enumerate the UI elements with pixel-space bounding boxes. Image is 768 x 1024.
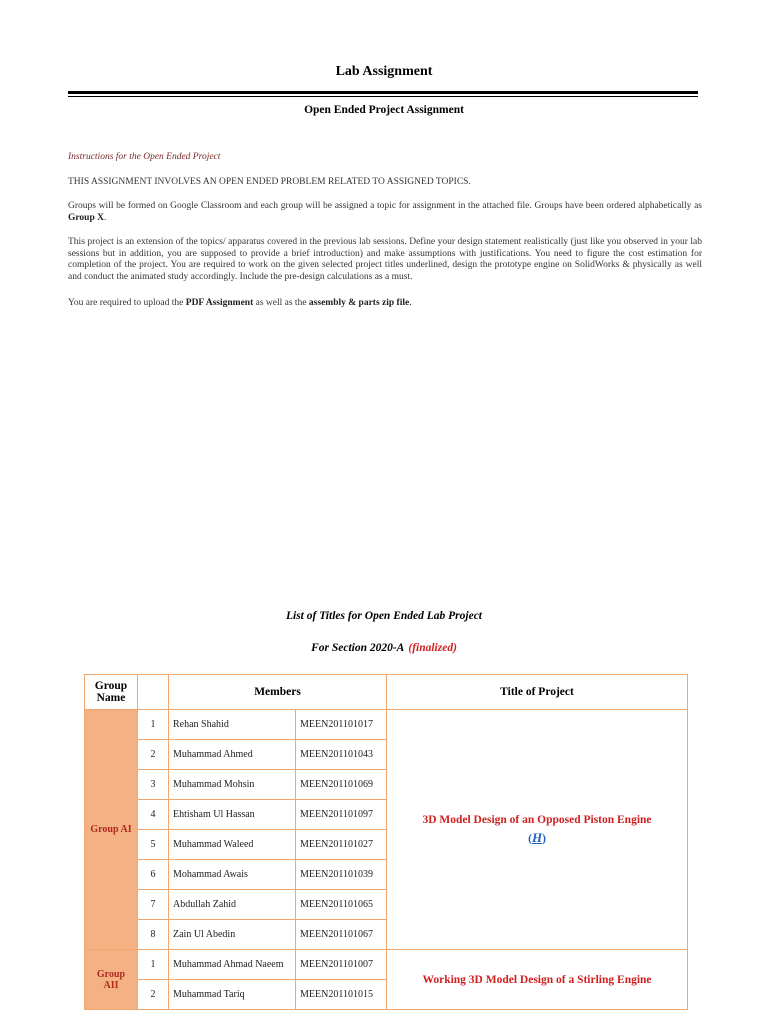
link-open-paren: ( [528,833,532,845]
member-name: Muhammad Ahmed [169,740,296,770]
member-number: 4 [138,800,169,830]
p2-end: . [104,212,107,223]
project-title: Working 3D Model Design of a Stirling Engine [422,973,652,986]
group-name-cell: Group AII [85,950,138,1010]
title-rule-thin [68,96,698,97]
member-name: Abdullah Zahid [169,890,296,920]
member-name: Muhammad Waleed [169,830,296,860]
group-name-cell: Group AI [85,710,138,950]
member-id: MEEN201101097 [296,800,387,830]
p4-text-a: You are required to upload the [68,298,186,308]
table-row [85,950,688,980]
member-name: Mohammad Awais [169,860,296,890]
member-name: Muhammad Ahmad Naeem [169,950,296,980]
section-label: For Section 2020-A [311,642,405,654]
header-title: Title of Project [387,675,688,710]
member-number: 8 [138,920,169,950]
instructions-paragraph-1: THIS ASSIGNMENT INVOLVES AN OPEN ENDED PROBLEM RELATED TO ASSIGNED TOPICS. [68,177,471,187]
member-number: 7 [138,890,169,920]
member-name: Ehtisham Ul Hassan [169,800,296,830]
section-status: (finalized) [408,642,457,654]
list-title: List of Titles for Open Ended Lab Project [285,610,482,622]
member-id: MEEN201101027 [296,830,387,860]
p2-bold: Group X [68,212,104,223]
table-header-row [85,675,688,710]
project-title-cell [387,710,688,950]
p4-bold-zip: assembly & parts zip file [308,298,410,308]
member-id: MEEN201101039 [296,860,387,890]
member-id: MEEN201101015 [296,980,387,1010]
member-number: 2 [138,740,169,770]
member-name: Muhammad Mohsin [169,770,296,800]
member-name: Rehan Shahid [169,710,296,740]
member-id: MEEN201101065 [296,890,387,920]
member-name: Zain Ul Abedin [169,920,296,950]
member-id: MEEN201101043 [296,740,387,770]
member-id: MEEN201101007 [296,950,387,980]
project-link-line [391,829,683,848]
header-number [138,675,169,710]
table-row [85,710,688,740]
instructions-heading: Instructions for the Open Ended Project [68,152,221,162]
project-title: 3D Model Design of an Opposed Piston Engine [422,814,652,826]
member-number: 5 [138,830,169,860]
p4-text-b: as well as the [253,298,309,308]
member-id: MEEN201101017 [296,710,387,740]
header-members: Members [169,675,387,710]
member-number: 2 [138,980,169,1010]
member-id: MEEN201101069 [296,770,387,800]
member-number: 1 [138,710,169,740]
header-group-name: Group Name [85,675,138,710]
instructions-paragraph-4 [68,298,702,310]
link-close-paren: ) [542,833,546,845]
section-title [0,642,768,654]
member-number: 3 [138,770,169,800]
member-number: 6 [138,860,169,890]
p4-bold-pdf: PDF Assignment [185,298,254,308]
member-name: Muhammad Tariq [169,980,296,1010]
group-table [84,674,688,1010]
group-table-body [85,710,688,1010]
instructions-paragraph-2 [68,201,702,224]
instructions-paragraph-3: This project is an extension of the topics/ apparatus covered in the previous lab sessions. Define your design statement realistically (just like you observed in your lab sessions but in addition, you are supposed to provide a brief introduction) and make assumptions with justifications. You need to figure the cost estimation for completion of the project. You are required to work on the given selected project titles underlined, design the prototype engine on SolidWorks & physically as well and conduct the animated study accordingly. Include the pre-design calculations as a must. [68,237,702,282]
project-title-cell [387,950,688,1010]
project-link[interactable]: H [531,830,543,845]
document-subtitle: Open Ended Project Assignment [304,104,464,116]
member-id: MEEN201101067 [296,920,387,950]
member-number: 1 [138,950,169,980]
p2-text: Groups will be formed on Google Classroom and each group will be assigned a topic for assignment in the attached file. Groups have been ordered alphabetically as [68,201,702,211]
title-rule-thick [68,91,698,94]
document-title: Lab Assignment [335,64,433,79]
p4-end: . [409,298,412,308]
